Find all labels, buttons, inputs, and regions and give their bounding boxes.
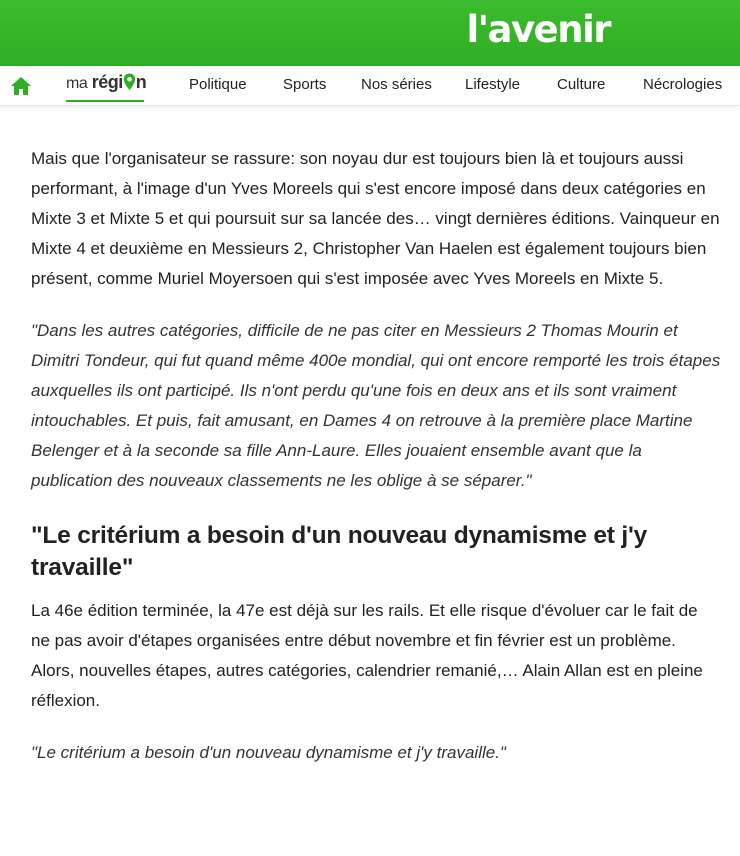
nav-nos-series[interactable]: Nos séries [361,76,432,93]
article-quote-1: "Dans les autres catégories, difficile de ne pas citer en Messieurs 2 Thomas Mourin et Dimitri Tondeur, qui fut quand même 400e mondial, qui ont encore remporté les trois étapes auxquelles ils ont participé. Ils n'ont perdu qu'une fois en deux ans et ils sont vraiment intouchables. Et puis, fait amusant, en Dames 4 on retrouve à la première place Martine Belenger et à la seconde sa fille Ann-Laure. Elles jouaient ensemble avant que la publication des nouveaux classements ne les oblige à se séparer." [31,321,721,490]
brand-logo[interactable]: l'avenir [466,8,610,51]
nav-sports[interactable]: Sports [283,76,327,93]
region-prefix: ma [66,75,88,92]
article-quote-2: "Le critérium a besoin d'un nouveau dynamisme et j'y travaille." [31,743,506,762]
main-nav [0,66,740,106]
article-body [31,144,721,792]
region-label: régi [91,72,123,92]
nav-lifestyle[interactable]: Lifestyle [465,76,521,93]
region-label-end: n [135,72,147,92]
article-subheading: "Le critérium a besoin d'un nouveau dynamisme et j'y travaille" [31,522,648,581]
nav-necrologies[interactable]: Nécrologies [643,76,723,93]
region-underline [66,100,144,102]
nav-culture[interactable]: Culture [557,76,606,93]
top-banner [0,0,740,66]
nav-ma-region[interactable] [66,72,146,102]
home-icon[interactable] [10,75,32,97]
article-paragraph-1: Mais que l'organisateur se rassure: son noyau dur est toujours bien là et toujours aussi performant, à l'image d'un Yves Moreels qui s'est encore imposé dans deux catégories en Mixte 3 et Mixte 5 et qui poursuit sur sa lancée des… vingt dernières éditions. Vainqueur en Mixte 4 et deuxième en Messieurs 2, Christopher Van Haelen est également toujours bien présent, comme Muriel Moyersoen qui s'est imposée avec Yves Moreels en Mixte 5. [31,149,720,288]
location-pin-icon [123,73,136,96]
article-paragraph-2: La 46e édition terminée, la 47e est déjà sur les rails. Et elle risque d'évoluer car le fait de ne pas avoir d'étapes organisées entre début novembre et fin février est un problème. Alors, nouvelles étapes, autres catégories, calendrier remanié,… Alain Allan est en pleine réflexion. [31,601,703,710]
nav-politique[interactable]: Politique [189,76,247,93]
